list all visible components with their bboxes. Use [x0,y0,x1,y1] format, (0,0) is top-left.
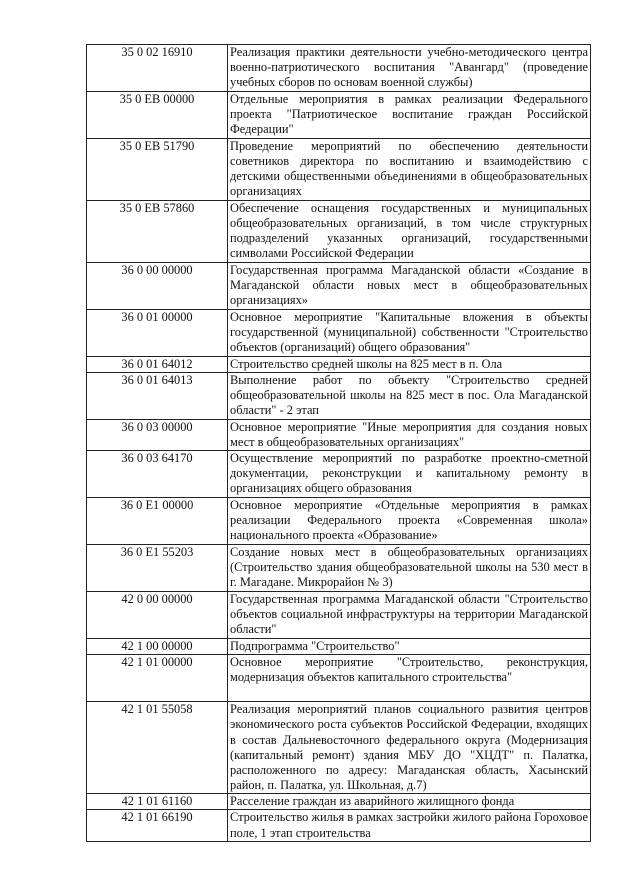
code-cell: 36 0 00 00000 [87,263,228,310]
code-cell: 35 0 EВ 51790 [87,139,228,201]
name-cell: Реализация практики деятельности учебно-методического центра военно-патриотического воспитания "Авангард" (проведение учебных сборов по основам военной службы) [228,45,591,92]
name-cell: Расселение граждан из аварийного жилищного фонда [228,794,591,810]
name-cell: Основное мероприятие "Капитальные вложения в объекты государственной (муниципальной) собственности "Строительство объектов (организаций) общего образования" [228,310,591,357]
name-cell: Выполнение работ по объекту "Строительство средней общеобразовательной школы на 825 мест в пос. Ола Магаданской области" - 2 этап [228,373,591,420]
table-row [87,420,591,451]
table-row [87,310,591,357]
code-cell: 42 1 01 55058 [87,702,228,794]
code-cell: 36 0 03 64170 [87,451,228,498]
table-row [87,794,591,810]
code-cell: 35 0 EВ 57860 [87,201,228,263]
name-cell: Государственная программа Магаданской области "Строительство объектов социальной инфраструктуры на территории Магаданской области" [228,592,591,639]
table-row [87,263,591,310]
name-cell: Реализация мероприятий планов социального развития центров экономического роста субъектов Российской Федерации, входящих в состав Дальневосточного федерального округа (Модернизация (капитальный ремонт) здания МБУ ДО "ХЦДТ" п. Палатка, расположенного по адресу: Магаданская область, Хасынский район, п. Палатка, ул. Школьная, д.7) [228,702,591,794]
table-row [87,92,591,139]
name-cell: Государственная программа Магаданской области «Создание в Магаданской области новых мест в общеобразовательных организациях» [228,263,591,310]
table-row [87,201,591,263]
code-cell: 42 1 01 00000 [87,655,228,702]
code-cell: 36 0 01 64012 [87,357,228,373]
table-row [87,139,591,201]
name-cell: Осуществление мероприятий по разработке проектно-сметной документации, реконструкции и капитальному ремонту в организациях общего образования [228,451,591,498]
table-row [87,702,591,794]
table-row [87,810,591,841]
table-row [87,357,591,373]
name-cell: Строительство жилья в рамках застройки жилого района Гороховое поле, 1 этап строительства [228,810,591,841]
table-row [87,45,591,92]
table-row [87,639,591,655]
budget-classification-table [86,44,591,842]
name-cell: Создание новых мест в общеобразовательных организациях (Строительство здания общеобразовательной школы на 530 мест в г. Магадане. Микрорайон № 3) [228,545,591,592]
name-cell: Основное мероприятие "Строительство, реконструкция, модернизация объектов капитального строительства" [228,655,591,702]
code-cell: 42 0 00 00000 [87,592,228,639]
name-cell: Обеспечение оснащения государственных и муниципальных общеобразовательных организаций, в том числе структурных подразделений указанных организаций, государственными символами Российской Федерации [228,201,591,263]
code-cell: 36 0 03 00000 [87,420,228,451]
code-cell: 42 1 01 61160 [87,794,228,810]
name-cell: Отдельные мероприятия в рамках реализации Федерального проекта "Патриотическое воспитание граждан Российской Федерации" [228,92,591,139]
code-cell: 42 1 00 00000 [87,639,228,655]
code-cell: 36 0 E1 55203 [87,545,228,592]
table-row [87,498,591,545]
name-cell: Проведение мероприятий по обеспечению деятельности советников директора по воспитанию и взаимодействию с детскими общественными объединениями в общеобразовательных организациях [228,139,591,201]
code-cell: 36 0 E1 00000 [87,498,228,545]
name-cell: Строительство средней школы на 825 мест в п. Ола [228,357,591,373]
code-cell: 35 0 EВ 00000 [87,92,228,139]
table-row [87,592,591,639]
name-cell: Основное мероприятие «Отдельные мероприятия в рамках реализации Федерального проекта «Современная школа» национального проекта «Образование» [228,498,591,545]
code-cell: 36 0 01 00000 [87,310,228,357]
code-cell: 35 0 02 16910 [87,45,228,92]
name-cell: Подпрограмма "Строительство" [228,639,591,655]
table-row [87,655,591,702]
table-row [87,451,591,498]
code-cell: 36 0 01 64013 [87,373,228,420]
code-cell: 42 1 01 66190 [87,810,228,841]
table-row [87,545,591,592]
name-cell: Основное мероприятие "Иные мероприятия для создания новых мест в общеобразовательных организациях" [228,420,591,451]
table-row [87,373,591,420]
